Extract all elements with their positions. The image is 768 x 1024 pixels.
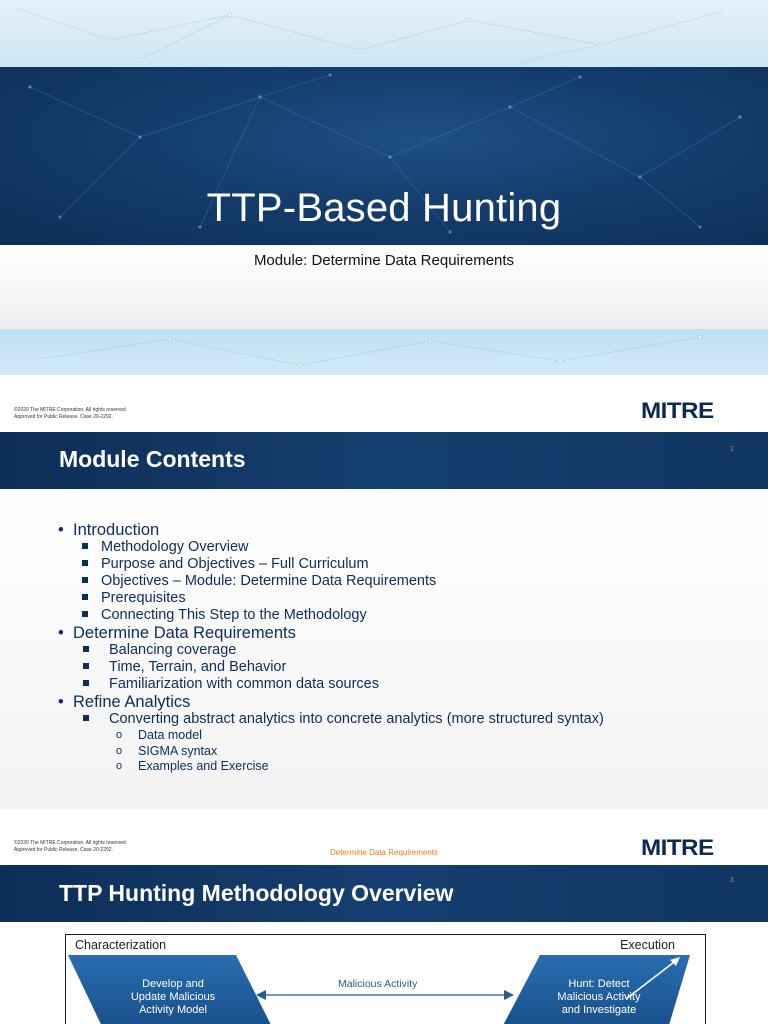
- methodology-diagram: [65, 934, 706, 1024]
- footer-module-name: Determine Data Requirements: [329, 848, 439, 857]
- mitre-logo: MITRE: [641, 835, 714, 860]
- bullet-level2: Converting abstract analytics into concrete analytics (more structured syntax): [58, 711, 758, 728]
- slide-module-contents: [0, 432, 768, 865]
- right-arrow-icon: [504, 990, 514, 1000]
- bullet-level2: Balancing coverage: [58, 642, 758, 659]
- mitre-logo: MITRE: [641, 398, 714, 423]
- execution-shape-text: Hunt: Detect Malicious Activity and Investigate: [557, 978, 641, 1016]
- bullet-level3: o Examples and Exercise: [116, 759, 269, 773]
- copyright-notice: [14, 407, 127, 421]
- execution-label: Execution: [620, 938, 675, 952]
- bullet-level1: • Refine Analytics: [58, 693, 191, 711]
- bullet-level3: o SIGMA syntax: [116, 743, 218, 758]
- bullet-level1: • Introduction: [58, 521, 160, 539]
- page-number: 2: [730, 446, 734, 453]
- bullet-level2: Time, Terrain, and Behavior: [58, 659, 758, 676]
- bullet-level2: Connecting This Step to the Methodology: [58, 607, 758, 624]
- square-bullet-icon: [83, 663, 89, 669]
- bullet-level2: Purpose and Objectives – Full Curriculum: [58, 556, 758, 573]
- bullet-level1: • Determine Data Requirements: [58, 624, 296, 642]
- slide-title-text: TTP-Based Hunting: [206, 186, 562, 230]
- malicious-activity-label: Malicious Activity: [338, 978, 418, 990]
- copyright-line: ©2020 The MITRE Corporation. All rights reserved.: [14, 407, 128, 413]
- bullet-level2: Methodology Overview: [58, 539, 758, 556]
- bullet-list: [58, 521, 758, 775]
- slide-methodology-overview: [0, 865, 768, 1024]
- slide-heading: TTP Hunting Methodology Overview: [59, 880, 454, 906]
- bullet-level2: Objectives – Module: Determine Data Requirements: [58, 573, 758, 590]
- square-bullet-icon: [83, 680, 89, 686]
- bullet-level2: Prerequisites: [58, 590, 758, 607]
- bullet-level3: o Data model: [116, 728, 202, 742]
- square-bullet-icon: [82, 594, 88, 600]
- bullet-dot-icon: •: [58, 624, 64, 642]
- copyright-line: ©2020 The MITRE Corporation. All rights reserved.: [14, 840, 128, 846]
- circle-bullet-icon: o: [116, 760, 123, 772]
- bullet-dot-icon: •: [58, 521, 64, 539]
- square-bullet-icon: [83, 715, 89, 721]
- network-pattern-top: [0, 0, 768, 67]
- circle-bullet-icon: o: [116, 744, 123, 757]
- slide-heading: Module Contents: [59, 446, 246, 472]
- square-bullet-icon: [83, 646, 89, 652]
- square-bullet-icon: [82, 560, 88, 566]
- release-line: Approved for Public Release, Case 20-2292.: [14, 847, 113, 853]
- bullet-level2: Familiarization with common data sources: [58, 676, 758, 693]
- bullet-dot-icon: •: [58, 693, 64, 711]
- characterization-label: Characterization: [75, 938, 167, 952]
- slide-subtitle: Module: Determine Data Requirements: [253, 252, 515, 269]
- characterization-shape-text: Develop and Update Malicious Activity Model: [130, 978, 216, 1016]
- network-pattern-bottom: [0, 329, 768, 375]
- square-bullet-icon: [82, 543, 88, 549]
- release-line: Approved for Public Release, Case 20-2292.: [14, 414, 113, 420]
- circle-bullet-icon: o: [116, 729, 123, 741]
- page-number: 3: [730, 877, 734, 884]
- square-bullet-icon: [82, 611, 88, 617]
- square-bullet-icon: [82, 577, 88, 583]
- slide-title: [0, 0, 768, 432]
